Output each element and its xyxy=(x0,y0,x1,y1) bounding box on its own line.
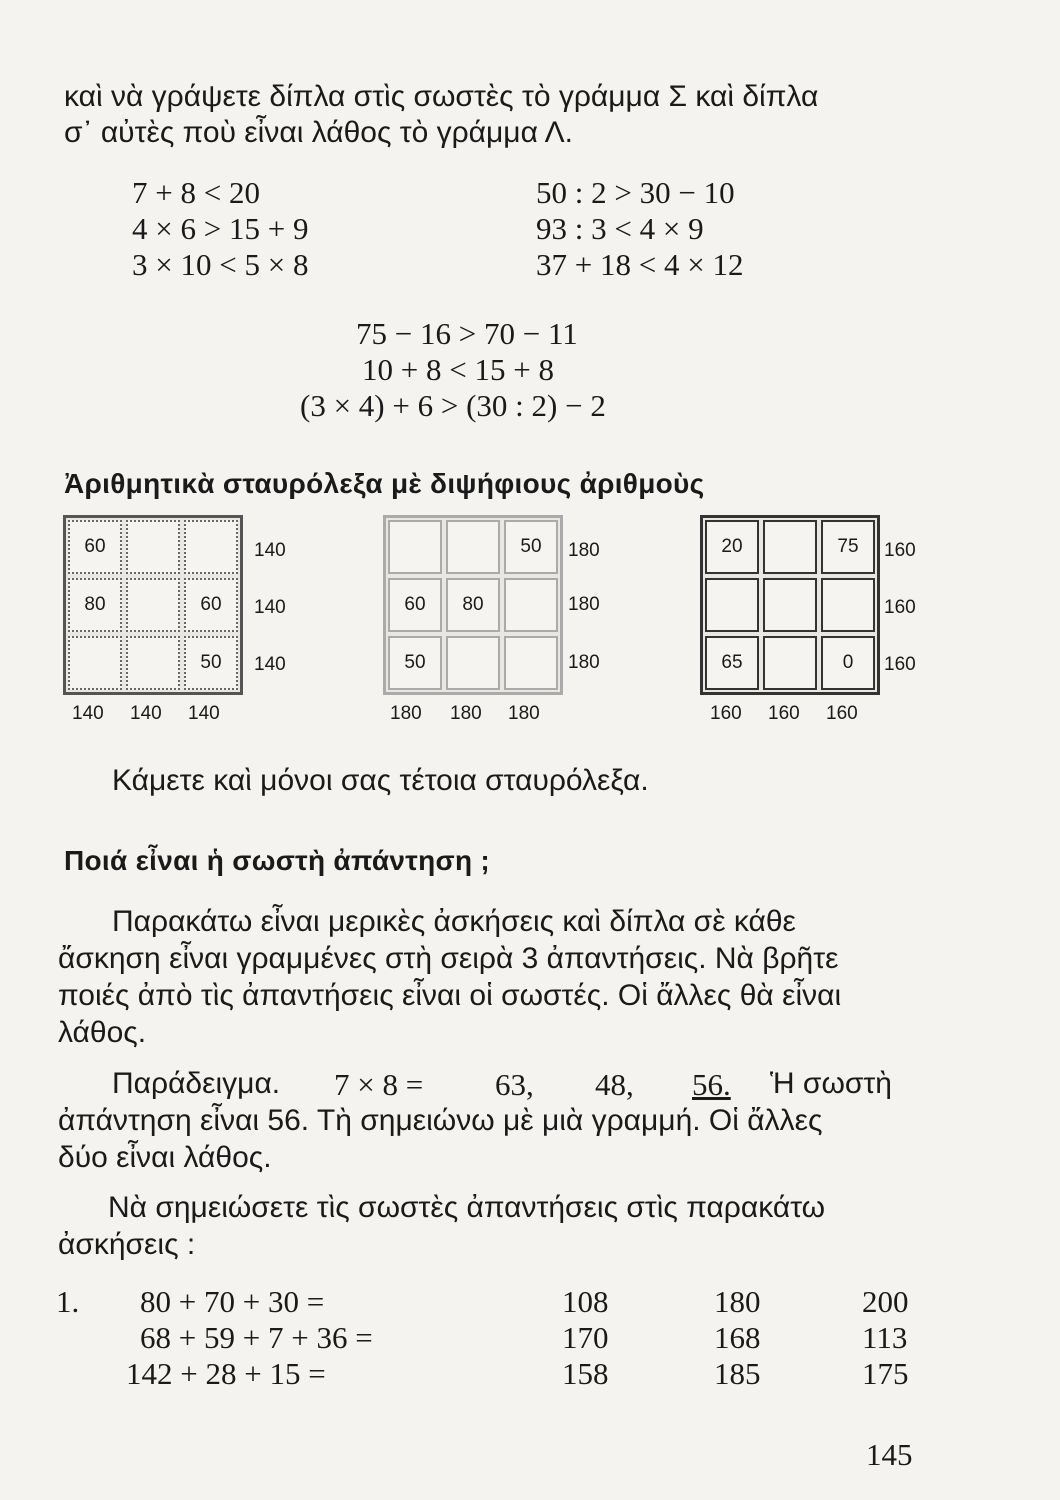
answer-option: 158 xyxy=(562,1356,609,1391)
row-sum: 180 xyxy=(568,540,600,561)
row-sum: 180 xyxy=(568,594,600,615)
example-answer: 63, xyxy=(495,1067,534,1102)
answer-option: 108 xyxy=(562,1284,609,1319)
column-sum: 140 xyxy=(130,703,162,724)
row-sum: 180 xyxy=(568,652,600,673)
exercise-expression: 68 + 59 + 7 + 36 = xyxy=(140,1320,373,1355)
answer-option: 168 xyxy=(714,1320,761,1355)
column-sum: 160 xyxy=(710,703,742,724)
grid-cell xyxy=(821,578,875,632)
inequality: 4 × 6 > 15 + 9 xyxy=(132,211,309,246)
grid-cell xyxy=(504,578,558,632)
grid-cell: 50 xyxy=(184,636,238,690)
column-sum: 140 xyxy=(72,703,104,724)
grid-cell: 60 xyxy=(388,578,442,632)
inequality: 75 − 16 > 70 − 11 xyxy=(356,316,578,351)
inequality: 37 + 18 < 4 × 12 xyxy=(536,247,744,282)
answer-option: 185 xyxy=(714,1356,761,1391)
inequality: 3 × 10 < 5 × 8 xyxy=(132,247,309,282)
example-answer: 48, xyxy=(595,1067,634,1102)
example-label: Παράδειγμα. xyxy=(112,1067,281,1100)
row-sum: 160 xyxy=(884,597,916,618)
answer-option: 200 xyxy=(862,1284,909,1319)
make-own-text: Κάμετε καὶ μόνοι σας τέτοια σταυρόλεξα. xyxy=(112,764,649,797)
exercise-expression: 80 + 70 + 30 = xyxy=(140,1284,325,1319)
crossword-heading: Ἀριθμητικὰ σταυρόλεξα μὲ διψήφιους ἀριθμοὺς xyxy=(64,468,705,499)
grid-cell xyxy=(446,520,500,574)
row-sum: 160 xyxy=(884,540,916,561)
column-sum: 180 xyxy=(450,703,482,724)
crossword-grid xyxy=(63,515,243,695)
column-sum: 180 xyxy=(508,703,540,724)
grid-cell xyxy=(446,636,500,690)
grid-cell xyxy=(763,520,817,574)
grid-cell xyxy=(504,636,558,690)
inequality: 10 + 8 < 15 + 8 xyxy=(362,352,554,387)
question-heading: Ποιά εἶναι ἡ σωστὴ ἀπάντηση ; xyxy=(64,845,491,876)
grid-cell xyxy=(763,636,817,690)
column-sum: 160 xyxy=(768,703,800,724)
example-correct-answer: 56. xyxy=(692,1067,731,1102)
grid-cell: 50 xyxy=(388,636,442,690)
grid-cell xyxy=(705,578,759,632)
page-number: 145 xyxy=(866,1437,913,1472)
column-sum: 180 xyxy=(390,703,422,724)
row-sum: 160 xyxy=(884,654,916,675)
example-text: ἀπάντηση εἶναι 56. Τὴ σημειώνω μὲ μιὰ γραμμή. Οἱ ἄλλες xyxy=(58,1104,823,1137)
answer-option: 175 xyxy=(862,1356,909,1391)
row-sum: 140 xyxy=(254,597,286,618)
example-text: δύο εἶναι λάθος. xyxy=(58,1141,272,1174)
paragraph-line: ἄσκηση εἶναι γραμμένες στὴ σειρὰ 3 ἀπαντήσεις. Νὰ βρῆτε xyxy=(58,942,839,975)
grid-cell: 80 xyxy=(446,578,500,632)
crossword-grid xyxy=(383,515,563,695)
answer-option: 180 xyxy=(714,1284,761,1319)
row-sum: 140 xyxy=(254,654,286,675)
grid-cell: 65 xyxy=(705,636,759,690)
grid-cell xyxy=(126,520,180,574)
column-sum: 140 xyxy=(188,703,220,724)
grid-cell: 50 xyxy=(504,520,558,574)
inequality: 7 + 8 < 20 xyxy=(132,175,260,210)
exercise-number: 1. xyxy=(56,1284,80,1319)
paragraph-line: λάθος. xyxy=(58,1016,147,1049)
instruction-line: Νὰ σημειώσετε τὶς σωστὲς ἀπαντήσεις στὶς παρακάτω xyxy=(108,1191,826,1224)
row-sum: 140 xyxy=(254,540,286,561)
intro-line-2: σ᾽ αὐτὲς ποὺ εἶναι λάθος τὸ γράμμα Λ. xyxy=(64,116,573,149)
grid-cell xyxy=(388,520,442,574)
grid-cell: 20 xyxy=(705,520,759,574)
answer-option: 170 xyxy=(562,1320,609,1355)
grid-cell: 0 xyxy=(821,636,875,690)
grid-cell xyxy=(184,520,238,574)
inequality: 50 : 2 > 30 − 10 xyxy=(536,175,735,210)
inequality: (3 × 4) + 6 > (30 : 2) − 2 xyxy=(300,388,606,423)
grid-cell xyxy=(68,636,122,690)
answer-option: 113 xyxy=(862,1320,908,1355)
instruction-line: ἀσκήσεις : xyxy=(58,1228,196,1261)
crossword-grid xyxy=(700,515,880,695)
inequality: 93 : 3 < 4 × 9 xyxy=(536,211,704,246)
paragraph-line: Παρακάτω εἶναι μερικὲς ἀσκήσεις καὶ δίπλα σὲ κάθε xyxy=(112,905,796,938)
grid-cell: 80 xyxy=(68,578,122,632)
grid-cell xyxy=(126,636,180,690)
grid-cell: 60 xyxy=(184,578,238,632)
grid-cell xyxy=(126,578,180,632)
example-text: Ἡ σωστὴ xyxy=(770,1067,892,1100)
exercise-expression: 142 + 28 + 15 = xyxy=(126,1356,326,1391)
grid-cell: 75 xyxy=(821,520,875,574)
grid-cell xyxy=(763,578,817,632)
grid-cell: 60 xyxy=(68,520,122,574)
paragraph-line: ποιές ἀπὸ τὶς ἀπαντήσεις εἶναι οἱ σωστές. Οἱ ἄλλες θὰ εἶναι xyxy=(58,979,842,1012)
column-sum: 160 xyxy=(826,703,858,724)
intro-line-1: καὶ νὰ γράψετε δίπλα στὶς σωστὲς τὸ γράμμα Σ καὶ δίπλα xyxy=(64,80,819,113)
example-expression: 7 × 8 = xyxy=(334,1067,424,1102)
